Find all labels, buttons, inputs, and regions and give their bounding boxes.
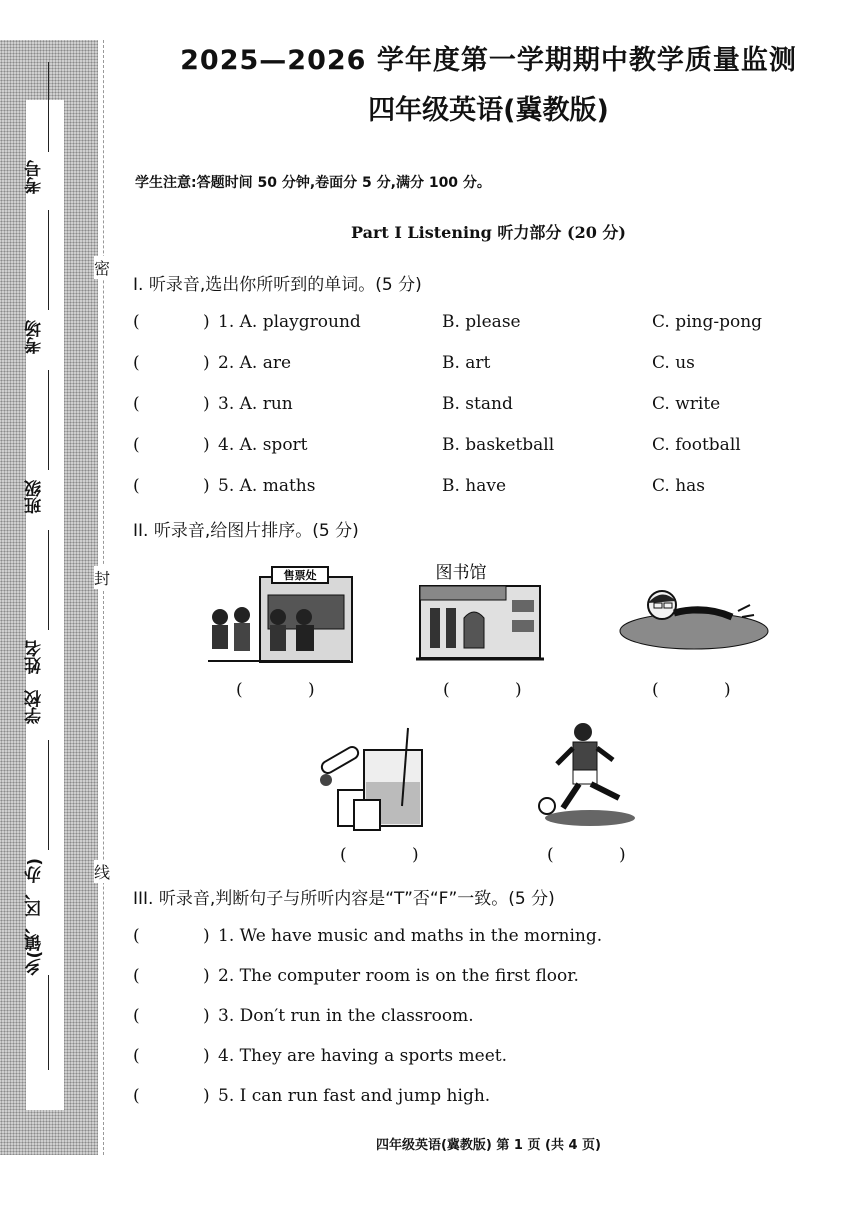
swimming-picture xyxy=(614,585,774,655)
answer-paren-close: ) xyxy=(203,476,210,496)
seal-char-mi: 密 xyxy=(94,256,110,279)
seal-char-xian: 线 xyxy=(94,860,110,883)
part1-heading: Part I Listening 听力部分 (20 分) xyxy=(351,223,626,242)
order-paren-close: ) xyxy=(412,845,419,865)
answer-paren-close: ) xyxy=(203,394,210,414)
judgement-sentence: 2. The computer room is on the first floor. xyxy=(218,966,579,986)
option-a: 1. A. playground xyxy=(218,312,361,332)
order-paren-open[interactable]: ( xyxy=(547,845,554,865)
answer-paren-open[interactable]: ( xyxy=(133,926,140,946)
judgement-sentence: 1. We have music and maths in the morning. xyxy=(218,926,603,946)
answer-paren-close: ) xyxy=(203,1006,210,1026)
section2-heading: II. 听录音,给图片排序。(5 分) xyxy=(133,521,359,541)
answer-paren-open[interactable]: ( xyxy=(133,476,140,496)
answer-paren-open[interactable]: ( xyxy=(133,1046,140,1066)
football-player-picture xyxy=(535,720,635,830)
question-row xyxy=(133,394,833,418)
answer-paren-close: ) xyxy=(203,966,210,986)
option-c: C. us xyxy=(652,353,695,373)
class-label: 班级 xyxy=(25,480,45,514)
option-c: C. write xyxy=(652,394,721,414)
order-paren-open[interactable]: ( xyxy=(340,845,347,865)
judgement-sentence: 4. They are having a sports meet. xyxy=(218,1046,508,1066)
answer-paren-open[interactable]: ( xyxy=(133,353,140,373)
library-picture xyxy=(416,560,546,664)
library-sign: 图书馆 xyxy=(435,563,487,583)
order-paren-open[interactable]: ( xyxy=(652,680,659,700)
option-b: B. art xyxy=(442,353,491,373)
answer-paren-close: ) xyxy=(203,926,210,946)
question-row xyxy=(133,353,833,377)
answer-paren-close: ) xyxy=(203,435,210,455)
exam-room-line xyxy=(48,210,49,310)
option-b: B. basketball xyxy=(442,435,555,455)
name-label: 姓名 xyxy=(25,640,45,674)
order-paren-close: ) xyxy=(515,680,522,700)
student-notice: 学生注意:答题时间 50 分钟,卷面分 5 分,满分 100 分。 xyxy=(135,175,491,191)
page-footer: 四年级英语(冀教版) 第 1 页 (共 4 页) xyxy=(375,1138,601,1153)
exam-room-label: 考场 xyxy=(25,320,45,354)
answer-paren-close: ) xyxy=(203,353,210,373)
section1-heading: I. 听录音,选出你所听到的单词。(5 分) xyxy=(133,275,422,295)
ticket-office-picture xyxy=(200,565,360,665)
question-row xyxy=(133,312,833,336)
option-a: 4. A. sport xyxy=(218,435,308,455)
township-line xyxy=(48,975,49,1070)
answer-paren-open[interactable]: ( xyxy=(133,435,140,455)
option-c: C. football xyxy=(652,435,741,455)
seal-dashed-line xyxy=(103,40,104,1155)
judgement-sentence: 5. I can run fast and jump high. xyxy=(218,1086,491,1106)
option-b: B. please xyxy=(442,312,521,332)
answer-paren-open[interactable]: ( xyxy=(133,966,140,986)
page-subtitle: 四年级英语(冀教版) xyxy=(368,95,609,126)
exam-number-line xyxy=(48,62,49,152)
answer-paren-open[interactable]: ( xyxy=(133,1006,140,1026)
option-a: 2. A. are xyxy=(218,353,292,373)
answer-paren-close: ) xyxy=(203,1086,210,1106)
answer-paren-open[interactable]: ( xyxy=(133,1086,140,1106)
order-paren-open[interactable]: ( xyxy=(236,680,243,700)
order-paren-close: ) xyxy=(308,680,315,700)
section3-heading: III. 听录音,判断句子与所听内容是“T”否“F”一致。(5 分) xyxy=(133,889,555,909)
binding-margin xyxy=(0,40,98,1155)
option-b: B. have xyxy=(442,476,507,496)
option-a: 3. A. run xyxy=(218,394,293,414)
answer-paren-open[interactable]: ( xyxy=(133,312,140,332)
question-row xyxy=(133,476,833,500)
name-line xyxy=(48,530,49,630)
science-beakers-picture xyxy=(318,722,428,834)
school-label: 学校 xyxy=(25,690,45,724)
answer-paren-close: ) xyxy=(203,312,210,332)
school-line xyxy=(48,740,49,850)
judgement-sentence: 3. Don′t run in the classroom. xyxy=(218,1006,474,1026)
option-a: 5. A. maths xyxy=(218,476,316,496)
order-paren-open[interactable]: ( xyxy=(443,680,450,700)
option-b: B. stand xyxy=(442,394,513,414)
answer-paren-open[interactable]: ( xyxy=(133,394,140,414)
order-paren-close: ) xyxy=(724,680,731,700)
ticket-office-sign: 售票处 xyxy=(283,569,317,582)
seal-char-feng: 封 xyxy=(94,566,110,589)
question-row xyxy=(133,435,833,459)
township-label: 乡(镇、区、办) xyxy=(25,858,45,976)
class-line xyxy=(48,370,49,470)
exam-number-label: 考号 xyxy=(25,160,45,194)
page-title: 2025—2026 学年度第一学期期中教学质量监测 xyxy=(180,45,797,76)
option-c: C. ping-pong xyxy=(652,312,763,332)
option-c: C. has xyxy=(652,476,706,496)
answer-paren-close: ) xyxy=(203,1046,210,1066)
order-paren-close: ) xyxy=(619,845,626,865)
